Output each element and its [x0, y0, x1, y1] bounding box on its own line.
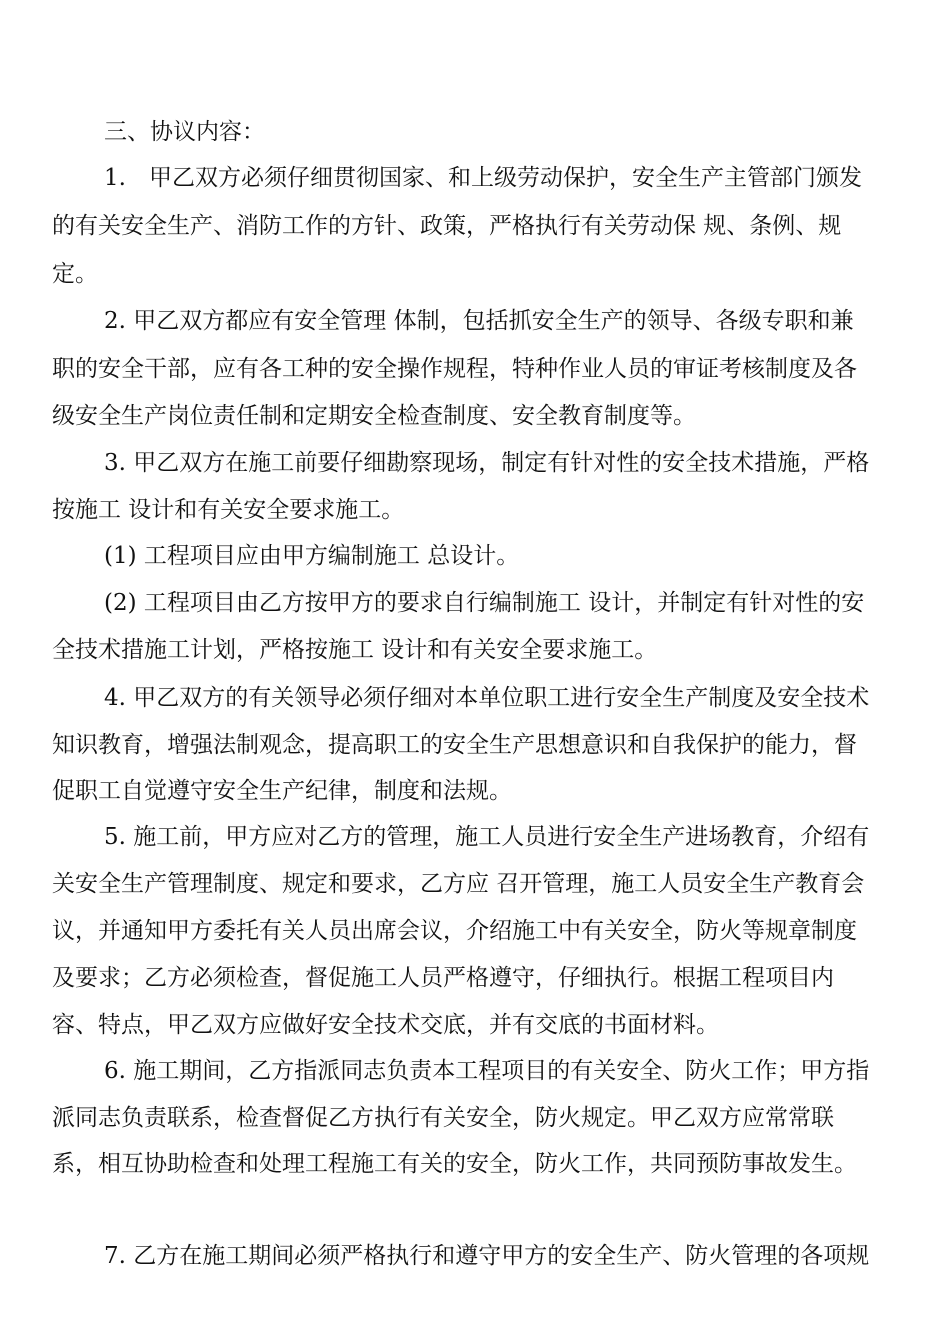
- section-heading: 三、协议内容：: [104, 119, 265, 145]
- paragraph-5-line-2: 关安全生产管理制度、规定和要求，乙方应 召开管理，施工人员安全生产教育会: [52, 871, 865, 897]
- paragraph-6-line-2: 派同志负责联系，检查督促乙方执行有关安全，防火规定。甲乙双方应常常联: [52, 1105, 834, 1131]
- paragraph-4-line-3: 促职工自觉遵守安全生产纪律，制度和法规。: [52, 778, 512, 804]
- paragraph-2-line-1: 2. 甲乙双方都应有安全管理 体制，包括抓安全生产的领导、各级专职和兼: [104, 308, 854, 334]
- paragraph-1-line-3: 定。: [52, 261, 98, 287]
- subitem-2-line-2: 全技术措施工计划，严格按施工 设计和有关安全要求施工。: [52, 637, 658, 663]
- paragraph-3-line-2: 按施工 设计和有关安全要求施工。: [52, 497, 405, 523]
- paragraph-4-line-1: 4. 甲乙双方的有关领导必须仔细对本单位职工进行安全生产制度及安全技术: [104, 685, 870, 711]
- paragraph-5-line-1: 5. 施工前，甲方应对乙方的管理，施工人员进行安全生产进场教育，介绍有: [104, 824, 870, 850]
- paragraph-6-line-3: 系，相互协助检查和处理工程施工有关的安全，防火工作，共同预防事故发生。: [52, 1151, 857, 1177]
- paragraph-5-line-3: 议，并通知甲方委托有关人员出席会议，介绍施工中有关安全，防火等规章制度: [52, 918, 857, 944]
- paragraph-1-line-2: 的有关安全生产、消防工作的方针、政策，严格执行有关劳动保 规、条例、规: [52, 213, 842, 239]
- paragraph-1-line-1: 1. 甲乙双方必须仔细贯彻国家、和上级劳动保护，安全生产主管部门颁发: [104, 165, 862, 191]
- paragraph-5-line-5: 容、特点，甲乙双方应做好安全技术交底，并有交底的书面材料。: [52, 1012, 719, 1038]
- paragraph-2-line-3: 级安全生产岗位责任制和定期安全检查制度、安全教育制度等。: [52, 403, 696, 429]
- paragraph-5-line-4: 及要求；乙方必须检查，督促施工人员严格遵守，仔细执行。根据工程项目内: [52, 965, 834, 991]
- paragraph-7-line-1: 7. 乙方在施工期间必须严格执行和遵守甲方的安全生产、防火管理的各项规: [104, 1243, 870, 1269]
- subitem-1: (1) 工程项目应由甲方编制施工 总设计。: [104, 543, 520, 569]
- paragraph-4-line-2: 知识教育，增强法制观念，提高职工的安全生产思想意识和自我保护的能力，督: [52, 732, 857, 758]
- paragraph-2-line-2: 职的安全干部，应有各工种的安全操作规程，特种作业人员的审证考核制度及各: [52, 356, 857, 382]
- paragraph-3-line-1: 3. 甲乙双方在施工前要仔细勘察现场，制定有针对性的安全技术措施，严格: [104, 450, 870, 476]
- paragraph-6-line-1: 6. 施工期间，乙方指派同志负责本工程项目的有关安全、防火工作；甲方指: [104, 1058, 870, 1084]
- subitem-2-line-1: (2) 工程项目由乙方按甲方的要求自行编制施工 设计，并制定有针对性的安: [104, 590, 865, 616]
